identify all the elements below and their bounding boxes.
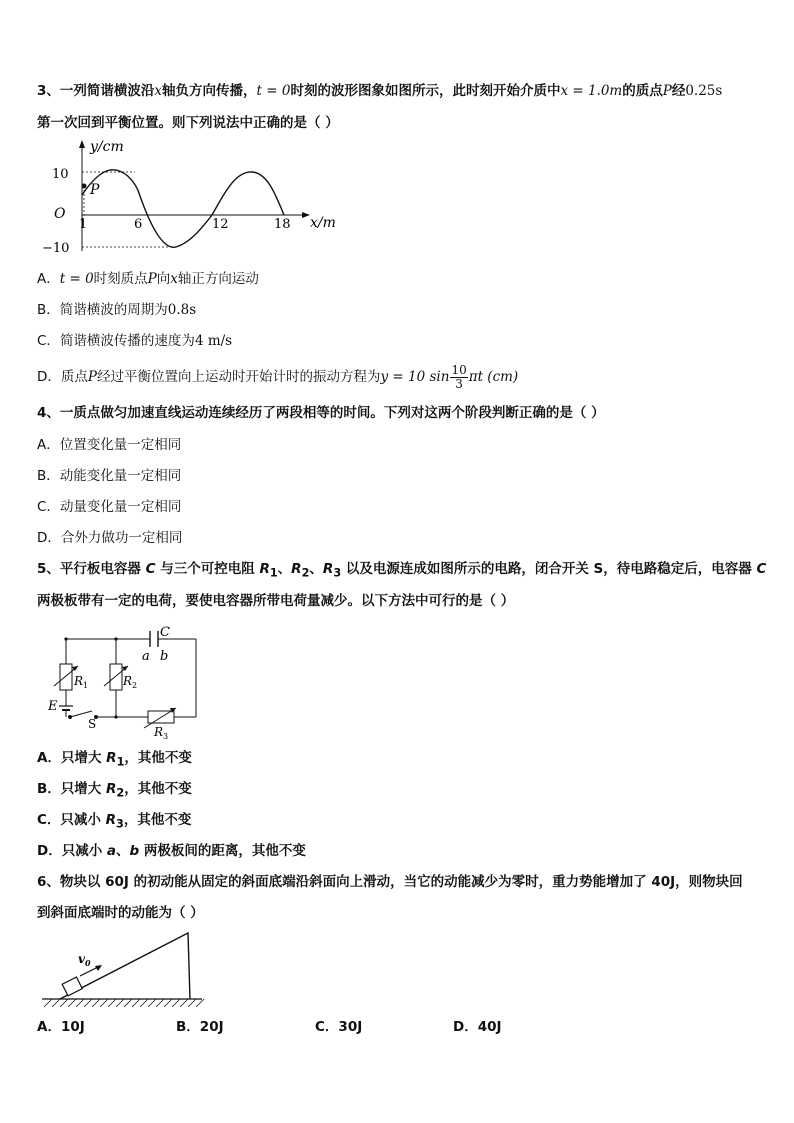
point-p xyxy=(82,184,87,189)
q3-stem-line2: 第一次回到平衡位置。则下列说法中正确的是（ ） xyxy=(37,115,339,131)
origin-label: O xyxy=(54,206,66,222)
label-s: S xyxy=(88,717,97,731)
resistor-r2 xyxy=(110,664,122,690)
y-axis-label: y/cm xyxy=(90,139,124,155)
q3-option-a[interactable]: A．t = 0时刻质点P向x轴正方向运动 xyxy=(37,271,259,287)
label-v0: $v_0$ xyxy=(78,952,91,968)
q3-option-c[interactable]: C．简谐横波传播的速度为4 m/s xyxy=(37,333,233,349)
q6-option-d[interactable]: D．40J xyxy=(453,1019,502,1035)
fraction-10-3: $\frac{10}{3}$ xyxy=(451,362,467,391)
q5-option-a[interactable]: A．只增大 $R_1$，其他不变 xyxy=(37,750,192,769)
x-tick-12: 12 xyxy=(212,217,229,232)
x-axis-arrow xyxy=(302,212,310,218)
q3-option-b[interactable]: B．简谐横波的周期为0.8s xyxy=(37,302,197,318)
q5-stem-line2: 两极板带有一定的电荷，要使电容器所带电荷量减少。以下方法中可行的是（ ） xyxy=(37,593,515,609)
label-r2: $R_2$ xyxy=(123,674,138,690)
q5-stem-line1: 5、平行板电容器 C 与三个可控电阻 $R_1$、$R_2$、$R_3$ 以及电源连成如图所示的电路，闭合开关 S，待电路稳定后，电容器 C xyxy=(37,561,767,580)
q6-stem-line1: 6、物块以 60J 的初动能从固定的斜面底端沿斜面向上滑动，当它的动能减少为零时，重力势能增加了 40J，则物块回 xyxy=(37,874,743,890)
q4-option-a[interactable]: A．位置变化量一定相同 xyxy=(37,437,182,453)
x-tick-18: 18 xyxy=(274,217,291,232)
q6-stem-line2: 到斜面底端时的动能为（ ） xyxy=(37,905,204,921)
wave-curve xyxy=(82,170,284,247)
q3-number: 3、 xyxy=(37,83,60,99)
label-e: E xyxy=(48,699,58,714)
q4-option-b[interactable]: B．动能变化量一定相同 xyxy=(37,468,182,484)
x-tick-1: 1 xyxy=(79,217,88,232)
q5-circuit-diagram xyxy=(40,622,210,740)
q5-number: 5、 xyxy=(37,561,60,577)
point-p-label: P xyxy=(90,182,100,198)
q5-option-c[interactable]: C．只减小 $R_3$，其他不变 xyxy=(37,812,192,831)
x-tick-6: 6 xyxy=(134,217,143,232)
label-a: a xyxy=(142,649,150,664)
q5-option-b[interactable]: B．只增大 $R_2$，其他不变 xyxy=(37,781,192,800)
q6-number: 6、 xyxy=(37,874,60,890)
q6-option-a[interactable]: A．10J xyxy=(37,1019,85,1035)
q6-option-c[interactable]: C．30J xyxy=(315,1019,363,1035)
y-tick-neg: −10 xyxy=(42,241,70,256)
y-tick-pos: 10 xyxy=(52,167,69,182)
label-c: C xyxy=(160,625,170,640)
x-axis-label: x/m xyxy=(310,215,336,231)
q4-stem: 4、一质点做匀加速直线运动连续经历了两段相等的时间。下列对这两个阶段判断正确的是（ ） xyxy=(37,405,605,421)
resistor-r1 xyxy=(60,664,72,690)
label-b: b xyxy=(160,649,169,664)
q5-option-d[interactable]: D．只减小 a、b 两极板间的距离，其他不变 xyxy=(37,843,306,859)
q6-incline-diagram xyxy=(40,928,210,1010)
q6-option-b[interactable]: B．20J xyxy=(176,1019,224,1035)
q3-option-d[interactable]: D．质点P经过平衡位置向上运动时开始计时的振动方程为y = 10 sin $\frac{10}{3}$ πt (cm) xyxy=(37,362,519,391)
q3-stem-line1: 3、一列简谐横波沿x轴负方向传播，t = 0时刻的波形图象如图所示，此时刻开始介质中x = 1.0m的质点P经0.25s xyxy=(37,83,723,99)
q3-wave-graph xyxy=(40,138,340,256)
y-axis-arrow xyxy=(79,140,85,148)
q4-option-d[interactable]: D．合外力做功一定相同 xyxy=(37,530,183,546)
q4-option-c[interactable]: C．动量变化量一定相同 xyxy=(37,499,182,515)
block xyxy=(62,977,82,996)
q4-number: 4、 xyxy=(37,405,60,421)
label-r1: $R_1$ xyxy=(74,674,89,690)
label-r3: $R_3$ xyxy=(154,725,169,740)
